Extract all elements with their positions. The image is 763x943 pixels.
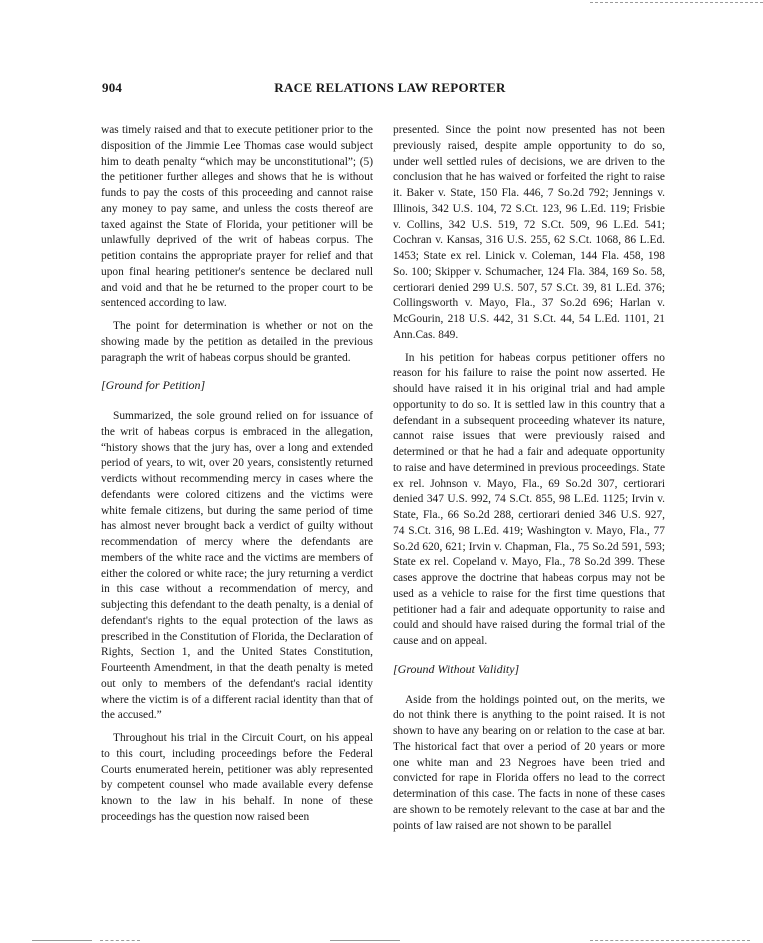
bottom-edge-rule [32, 940, 92, 941]
bottom-edge-rule [330, 940, 400, 941]
page-number: 904 [102, 80, 123, 95]
right-paragraph-1: presented. Since the point now presented has not been previously raised, despite ample opportunity to do so, under well settled rules of decisions, we are driven to the conclusion that he has waived or forfeited the right to raise it. Baker v. State, 150 Fla. 446, 7 So.2d 792; Jennings v. Illinois, 342 U.S. 104, 72 S.Ct. 123, 96 L.Ed. 119; Frisbie v. Collins, 342 U.S. 519, 72 S.Ct. 509, 96 L.Ed. 541; Cochran v. Kansas, 316 U.S. 255, 62 S.Ct. 1068, 86 L.Ed. 1453; State ex rel. Linick v. Coleman, 144 Fla. 458, 198 So. 100; Skipper v. Schumacher, 124 Fla. 384, 169 So. 58, certiorari denied 299 U.S. 507, 57 S.Ct. 39, 81 L.Ed. 376; Collingsworth v. Mayo, Fla., 37 So.2d 696; Harlan v. McGourin, 218 U.S. 442, 31 S.Ct. 44, 54 L.Ed. 1101, 21 Ann.Cas. 849. [393, 124, 665, 341]
left-paragraph-3: Summarized, the sole ground relied on for issuance of the writ of habeas corpus is embraced in the allegation, “history shows that the jury has, over a long and extended period of years, to wit, over 20 years, consistently returned verdicts without recommending mercy in cases where the defendants were colored citizens and the victims were white female citizens, but during the same period of time has almost never brought back a verdict of guilty without recommendation of mercy where the defendants are members of the white race and the victims are members of either the colored or white race; the jury returning a verdict in this case without a recommendation of mercy, and subjecting this defendant to the death penalty, is a denial of defendant's rights to the equal protection of the laws as prescribed in the Constitution of Florida, the Declaration of Rights, Section 1, and the United States Constitution, Fourteenth Amendment, in that the death penalty is meted out only to members of the defendant's racial identity where the victim is of a different racial identity than that of the accused.” [101, 410, 373, 722]
top-edge-rule [590, 2, 763, 3]
bottom-edge-rule [590, 940, 750, 941]
right-paragraph-2: In his petition for habeas corpus petitioner offers no reason for his failure to raise the point now asserted. He should have raised it in his original trial and had ample opportunity to do so. It is settled law in this country that a defendant in a subsequent proceeding whatever its nature, cannot raise issues that were previously raised and determined or that he had a fair and adequate opportunity to raise and have determined in previous proceedings. State ex rel. Johnson v. Mayo, Fla., 69 So.2d 307, certiorari denied 347 U.S. 992, 74 S.Ct. 855, 98 L.Ed. 1125; Irvin v. State, Fla., 66 So.2d 288, certiorari denied 346 U.S. 927, 74 S.Ct. 316, 98 L.Ed. 419; Washington v. Mayo, Fla., 77 So.2d 620, 621; Irvin v. Chapman, Fla., 75 So.2d 591, 593; State ex rel. Copeland v. Mayo, Fla., 78 So.2d 399. These cases approve the doctrine that habeas corpus may not be used as a vehicle to raise for the first time questions that petitioner had a fair and adequate opportunity to raise and could and should have raised during the formal trial of the cause and on appeal. [393, 351, 665, 647]
left-paragraph-4: Throughout his trial in the Circuit Court, on his appeal to this court, including proceedings before the Federal Courts enumerated herein, petitioner was ably represented by competent counsel who made available every defense known to the law in his behalf. In none of these proceedings has the question now raised been [101, 732, 373, 823]
right-column [393, 123, 665, 841]
bottom-edge-rule [100, 940, 140, 941]
left-column [101, 123, 373, 833]
section-heading-ground-for-petition: [Ground for Petition] [101, 378, 206, 393]
running-title: RACE RELATIONS LAW REPORTER [274, 80, 506, 95]
right-paragraph-3: Aside from the holdings pointed out, on the merits, we do not think there is anything to the point raised. It is not shown to have any bearing on or relation to the case at bar. The historical fact that over a period of 20 years or more one white man and 23 Negroes have been tried and convicted for rape in Florida offers no lead to the correct determination of this case. The facts in none of these cases are shown to be remotely relevant to the case at bar and the points of law raised are not shown to be parallel [393, 693, 665, 832]
left-paragraph-2: The point for determination is whether or not on the showing made by the petition as detailed in the previous paragraph the writ of habeas corpus should be granted. [101, 320, 373, 364]
left-paragraph-1: was timely raised and that to execute petitioner prior to the disposition of the Jimmie Lee Thomas case would subject him to death penalty “which may be unconstitutional”; (5) the petitioner further alleges and shows that he is without funds to pay the costs of this proceeding and cannot raise any money to pay same, and unless the costs thereof are taxed against the State of Florida, your petitioner will be unlawfully deprived of the writ of habeas corpus. The petition contains the appropriate prayer for relief and that upon final hearing petitioner's sentence be declared null and void and that he be returned to the proper court to be sentenced according to law. [101, 124, 373, 310]
section-heading-ground-without-validity: [Ground Without Validity] [393, 661, 520, 676]
